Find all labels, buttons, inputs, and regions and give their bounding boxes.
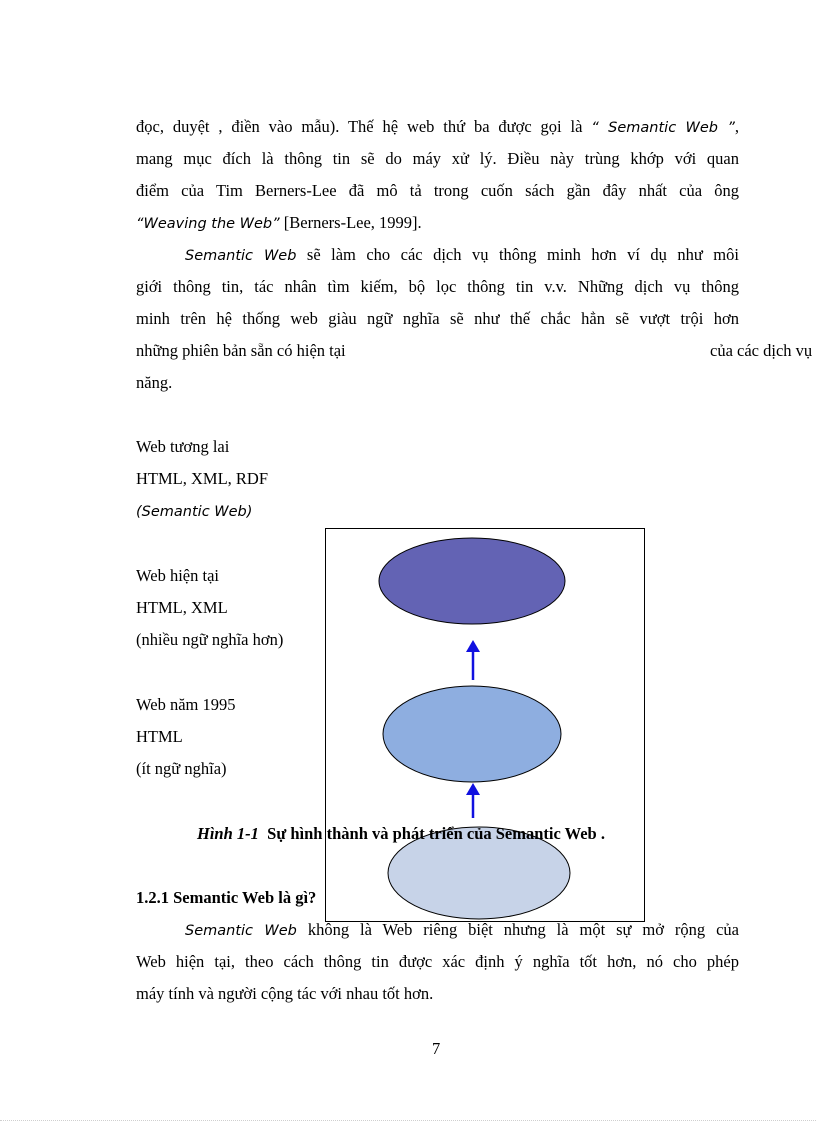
arrow-up-2-head: [466, 783, 480, 795]
p2-line-5: năng.: [136, 373, 173, 392]
label-current-tech: HTML, XML: [136, 598, 228, 617]
p2-line-4a: những phiên bản sẵn có hiện tại: [136, 341, 346, 360]
label-future-tech: HTML, XML, RDF: [136, 469, 269, 488]
semantic-web-term: “ Semantic Web ”: [591, 120, 735, 136]
p1-line-3: điểm của Tim Berners-Lee đã mô tả trong cuốn sách gần đây nhất của ông: [136, 181, 739, 200]
caption-text: Sự hình thành và phát triển của Semantic Web .: [267, 824, 605, 843]
p2-line-2: giới thông tin, tác nhân tìm kiếm, bộ lọc thông tin v.v. Những dịch vụ thông: [136, 277, 739, 296]
page-number: 7: [432, 1039, 441, 1058]
p2-line-4b: của các dịch vụ: [710, 341, 813, 360]
label-1995-note: (ít ngữ nghĩa): [136, 759, 227, 778]
p1-line-1: đọc, duyệt , điền vào mẫu). Thế hệ web thứ ba được gọi là “ Semantic Web ”,: [136, 117, 739, 136]
p2-line-3: minh trên hệ thống web giàu ngữ nghĩa sẽ như thế chắc hẳn sẽ vượt trội hơn: [136, 309, 739, 328]
p2-line-1: Semantic Web sẽ làm cho các dịch vụ thông minh hơn ví dụ như môi: [185, 245, 739, 264]
p1-line-4: “Weaving the Web” [Berners-Lee, 1999].: [136, 213, 422, 232]
arrow-up-1-head: [466, 640, 480, 652]
label-future-note: (Semantic Web): [136, 504, 253, 520]
ellipse-future: [379, 538, 565, 624]
s-line-2: Web hiện tại, theo cách thông tin được xác định ý nghĩa tốt hơn, nó cho phép: [136, 952, 739, 971]
evolution-diagram: [325, 528, 645, 922]
label-future-title: Web tương lai: [136, 437, 230, 456]
figure-caption: [197, 824, 605, 844]
book-title: “Weaving the Web”: [136, 216, 280, 232]
s-line-3: máy tính và người cộng tác với nhau tốt hơn.: [136, 984, 434, 1003]
section-heading: 1.2.1 Semantic Web là gì?: [136, 888, 317, 907]
label-1995-tech: HTML: [136, 727, 183, 746]
s-line-1: Semantic Web không là Web riêng biệt nhưng là một sự mở rộng của: [185, 920, 739, 939]
p1-line-2: mang mục đích là thông tin sẽ do máy xử lý. Điều này trùng khớp với quan: [136, 149, 739, 168]
label-1995-title: Web năm 1995: [136, 695, 236, 714]
ellipse-current: [383, 686, 561, 782]
page-bottom-rule: [0, 1120, 816, 1121]
label-current-note: (nhiều ngữ nghĩa hơn): [136, 630, 284, 649]
caption-label: Hình 1-1: [197, 824, 259, 843]
label-current-title: Web hiện tại: [136, 566, 219, 585]
